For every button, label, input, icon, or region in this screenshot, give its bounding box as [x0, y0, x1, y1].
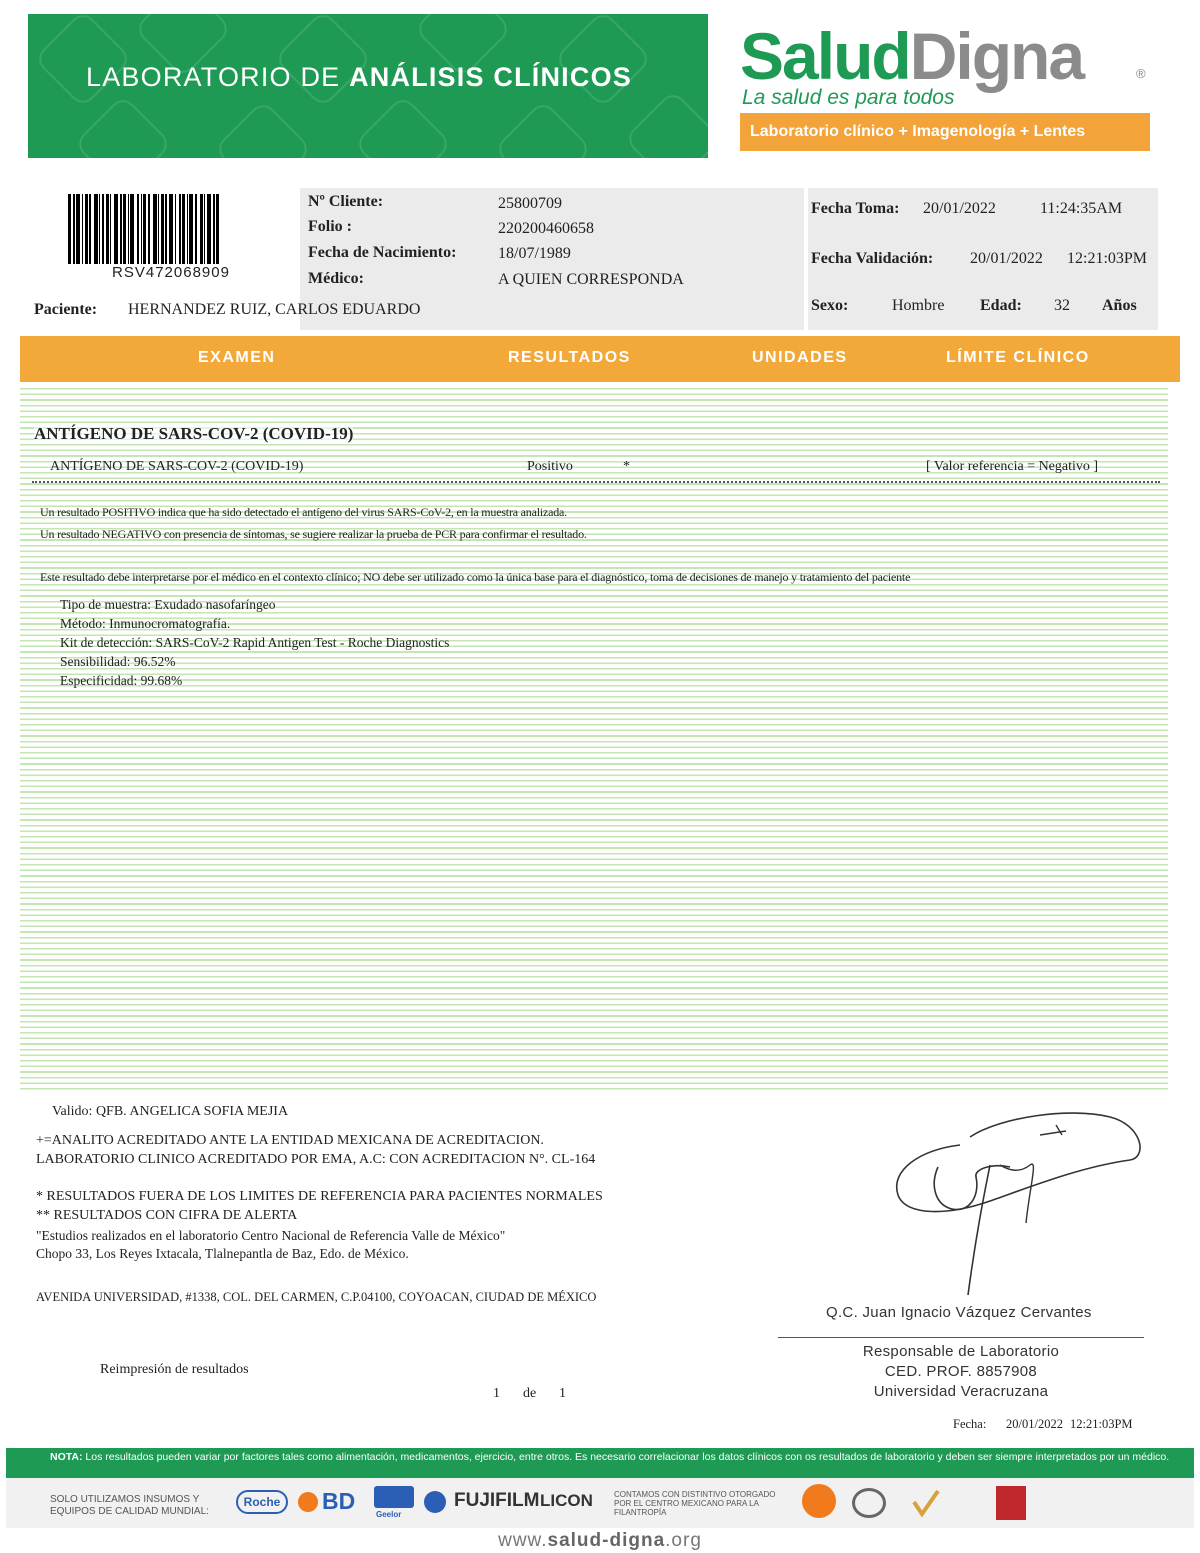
toma-date: 20/01/2022 [923, 200, 996, 217]
folio-value: 220200460658 [498, 220, 594, 237]
note-interpretacion: Este resultado debe interpretarse por el médico en el contexto clínico; NO debe ser utilizado como la única base para el diagnóstico, toma de decisiones de manejo y tratamiento del paciente [40, 570, 911, 584]
nacimiento-value: 18/07/1989 [498, 245, 571, 262]
nacimiento-label: Fecha de Nacimiento: [308, 244, 457, 261]
cliente-label: Nº Cliente: [308, 193, 384, 210]
result-value: Positivo [527, 459, 573, 474]
brand-services-bar: Laboratorio clínico + Imagenología + Lentes [740, 113, 1150, 151]
edad-value: 32 [1054, 297, 1070, 314]
signature-line [778, 1337, 1144, 1338]
geelor-icon [374, 1486, 414, 1508]
fecha-date: 20/01/2022 [1006, 1417, 1063, 1431]
col-examen: EXAMEN [198, 349, 276, 366]
accreditation-line-2: LABORATORIO CLINICO ACREDITADO POR EMA, A.C: CON ACREDITACION N°. CL-164 [36, 1152, 596, 1167]
reference-value: [ Valor referencia = Negativo ] [926, 459, 1099, 474]
sexo-label: Sexo: [811, 297, 849, 314]
esr-seal-icon [852, 1488, 886, 1518]
signature-icon [880, 1105, 1150, 1300]
folio-label: Folio : [308, 218, 352, 235]
distintivo-text: CONTAMOS CON DISTINTIVO OTORGADO POR EL CENTRO MEXICANO PARA LA FILANTROPÍA [614, 1490, 776, 1517]
spec-kit: Kit de detección: SARS-CoV-2 Rapid Antigen Test - Roche Diagnostics [60, 635, 450, 650]
salud-digna-logo [740, 18, 1160, 158]
medico-label: Médico: [308, 270, 364, 287]
toma-label: Fecha Toma: [811, 200, 900, 217]
reprint-note: Reimpresión de resultados [100, 1362, 249, 1377]
spec-especificidad: Especificidad: 99.68% [60, 673, 183, 688]
paciente-value: HERNANDEZ RUIZ, CARLOS EDUARDO [128, 301, 421, 318]
page-total: 1 [559, 1386, 566, 1401]
col-unidades: UNIDADES [752, 349, 848, 366]
fecha-label: Fecha: [953, 1417, 987, 1431]
cemefi-seal-icon [802, 1484, 836, 1518]
page-de: de [523, 1386, 537, 1401]
validacion-label: Fecha Validación: [811, 250, 934, 267]
validacion-time: 12:21:03PM [1067, 250, 1148, 267]
edad-label: Edad: [980, 297, 1022, 314]
col-resultados: RESULTADOS [508, 349, 631, 366]
cliente-value: 25800709 [498, 195, 562, 212]
exam-name: ANTÍGENO DE SARS-COV-2 (COVID-19) [50, 459, 304, 474]
paciente-label: Paciente: [34, 301, 98, 318]
fujifilm-logo: FUJIFILM [454, 1490, 540, 1511]
partner-logos-strip [6, 1478, 1194, 1528]
legend-fuera-limites: * RESULTADOS FUERA DE LOS LIMITES DE REFERENCIA PARA PACIENTES NORMALES [36, 1189, 603, 1204]
company-address: AVENIDA UNIVERSIDAD, #1338, COL. DEL CARMEN, C.P.04100, COYOACAN, CIUDAD DE MÉXICO [36, 1290, 597, 1304]
brand-salud-text: Salud [740, 19, 910, 93]
security-pattern [20, 384, 1168, 1090]
edad-unit: Años [1102, 297, 1137, 314]
brand-tagline: La salud es para todos [742, 86, 955, 109]
banner-title: LABORATORIO DE ANÁLISIS CLÍNICOS [86, 62, 632, 92]
brand-digna-text: Digna [909, 19, 1084, 93]
registered-mark: ® [1136, 66, 1146, 81]
responsable-title: Responsable de Laboratorio [862, 1343, 1060, 1360]
bd-logo: BD [322, 1488, 356, 1514]
validated-by: Valido: QFB. ANGELICA SOFIA MEJIA [52, 1104, 289, 1119]
col-limite-clinico: LÍMITE CLÍNICO [946, 349, 1090, 366]
ge-icon [424, 1491, 446, 1513]
section-title: ANTÍGENO DE SARS-COV-2 (COVID-19) [34, 424, 354, 443]
cedula-profesional: CED. PROF. 8857908 [884, 1363, 1038, 1380]
results-table-header [20, 336, 1180, 382]
universidad: Universidad Veracruzana [873, 1383, 1049, 1400]
barcode-icon [68, 194, 274, 264]
spec-metodo: Método: Inmunocromatografía. [60, 616, 231, 631]
legend-alerta: ** RESULTADOS CON CIFRA DE ALERTA [36, 1208, 298, 1223]
result-flag: * [623, 459, 630, 474]
estudios-realizados: "Estudios realizados en el laboratorio Centro Nacional de Referencia Valle de México" [36, 1228, 506, 1243]
note-positivo: Un resultado POSITIVO indica que ha sido detectado el antígeno del virus SARS-CoV-2, en la muestra analizada. [40, 505, 567, 519]
spec-sensibilidad: Sensibilidad: 96.52% [60, 654, 176, 669]
licon-logo: LICON [540, 1491, 593, 1510]
medico-value: A QUIEN CORRESPONDA [498, 271, 684, 288]
website[interactable]: www.salud-digna.org [498, 1530, 702, 1551]
toma-time: 11:24:35AM [1040, 200, 1123, 217]
spec-tipo-muestra: Tipo de muestra: Exudado nasofaríngeo [60, 597, 276, 612]
nota-text: Los resultados pueden variar por factores tales como alimentación, medicamentos, ejercicio, entre otros. Es necesario correlacionar los datos clínicos con os resultados de laboratorio y deben ser siempre interpretados por un médico. [82, 1451, 1170, 1463]
lab-address: Chopo 33, Los Reyes Ixtacala, Tlalnepantla de Baz, Edo. de México. [36, 1246, 409, 1261]
calidad-check-icon [910, 1488, 940, 1518]
lab-banner [28, 14, 708, 158]
accreditation-line-1: +=ANALITO ACREDITADO ANTE LA ENTIDAD MEXICANA DE ACREDITACION. [36, 1133, 544, 1148]
responsable-name: Q.C. Juan Ignacio Vázquez Cervantes [826, 1304, 1092, 1321]
nota-bar [6, 1448, 1194, 1478]
page-current: 1 [493, 1386, 500, 1401]
great-place-icon [996, 1486, 1026, 1520]
result-divider [32, 481, 1160, 483]
validacion-date: 20/01/2022 [970, 250, 1043, 267]
bd-sun-icon [298, 1492, 318, 1512]
nota-label: NOTA: [50, 1451, 83, 1463]
geelor-logo: Geelor [376, 1510, 402, 1519]
barcode-number: RSV472068909 [112, 264, 230, 281]
fecha-time: 12:21:03PM [1070, 1417, 1133, 1431]
roche-logo: Roche [236, 1490, 288, 1514]
sexo-value: Hombre [892, 297, 945, 314]
calidad-text: SOLO UTILIZAMOS INSUMOS Y EQUIPOS DE CALIDAD MUNDIAL: [50, 1494, 209, 1517]
note-negativo: Un resultado NEGATIVO con presencia de síntomas, se sugiere realizar la prueba de PCR para confirmar el resultado. [40, 527, 587, 541]
